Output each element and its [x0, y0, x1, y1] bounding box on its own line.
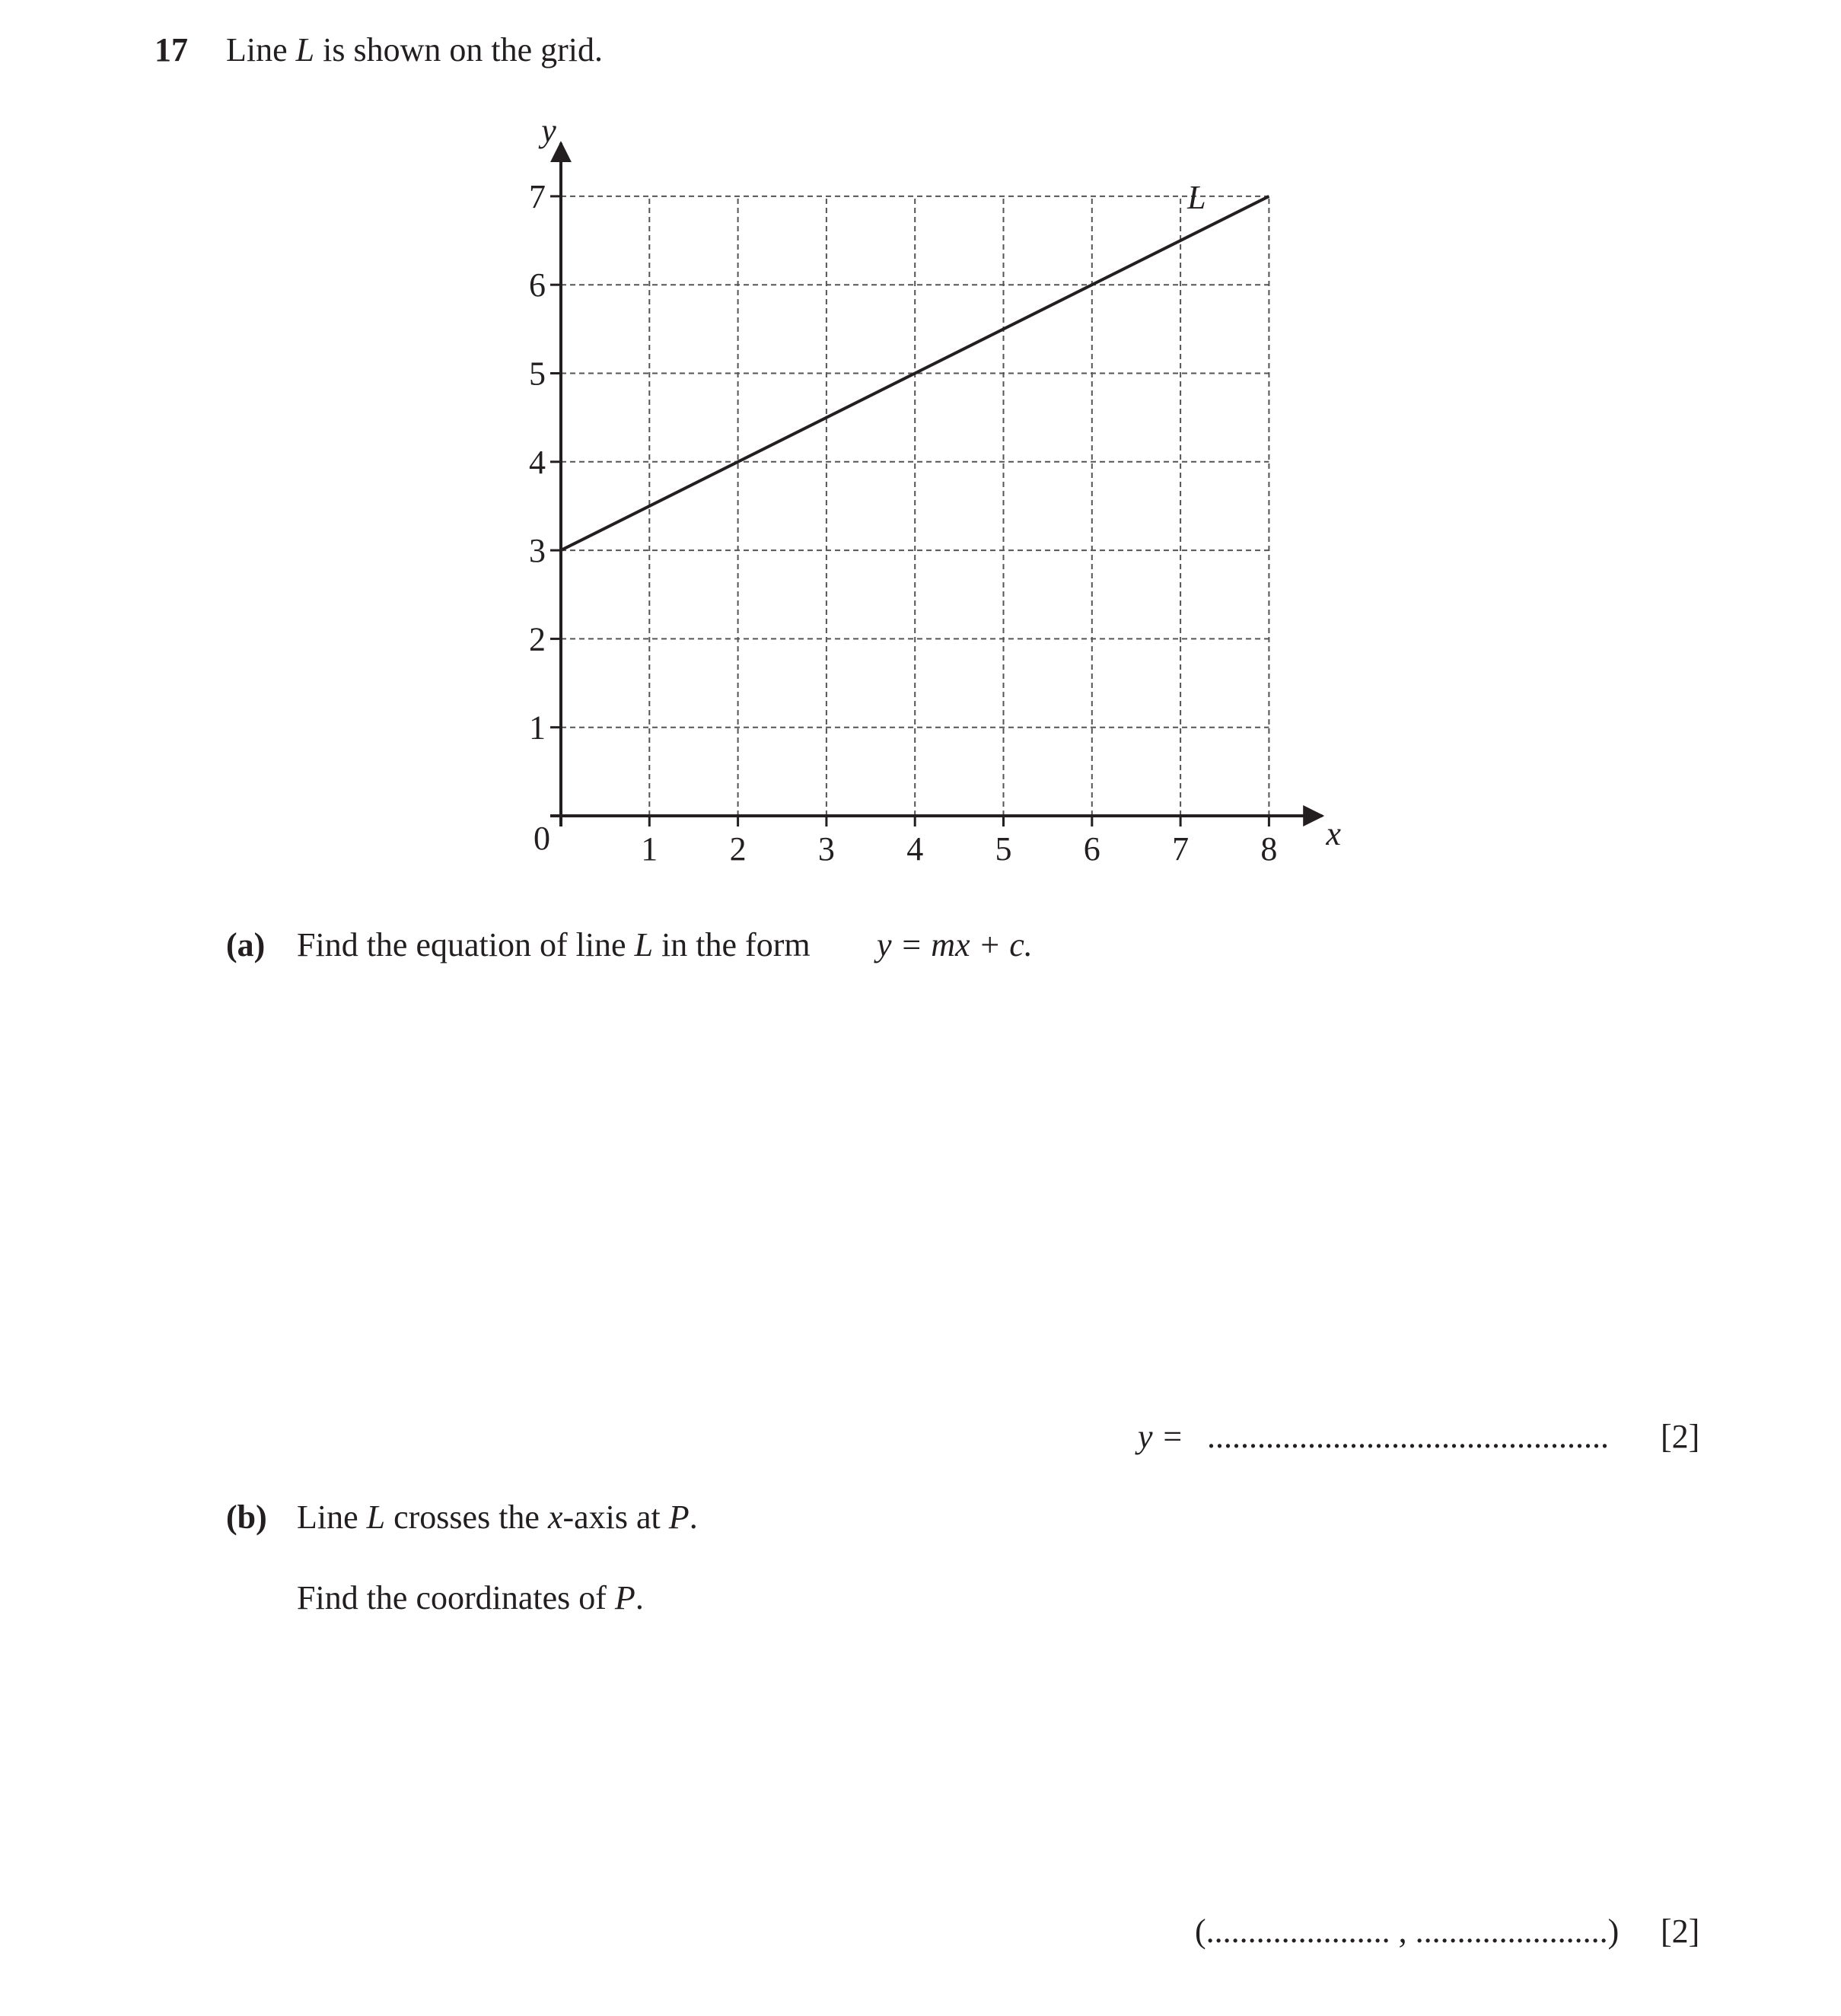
part-a-answer-line[interactable]: ................................................ [1207, 1418, 1609, 1455]
x-tick-label: 3 [817, 830, 835, 868]
part-b-instruction-var-P: P [614, 1579, 635, 1616]
part-b-instruction [297, 1581, 644, 1615]
part-b-text-mid2: -axis at [562, 1498, 669, 1536]
origin-label: 0 [534, 820, 550, 857]
part-b-question [297, 1498, 698, 1536]
line-graph [0, 0, 1841, 883]
part-b-instruction-end: . [635, 1579, 644, 1616]
y-tick-label: 3 [529, 532, 546, 570]
part-a-label: (a) [226, 926, 266, 963]
series-label: L [1187, 178, 1206, 216]
question-number: 17 [154, 31, 188, 68]
x-tick-label: 8 [1260, 830, 1278, 868]
part-b-label: (b) [226, 1498, 267, 1536]
question-stem-text: Line [226, 31, 296, 68]
tick-marks [550, 196, 1269, 826]
part-b-var-L: L [366, 1498, 386, 1536]
part-b-instruction-text: Find the coordinates of [297, 1579, 615, 1616]
part-a-text: Find the equation of line [297, 926, 635, 963]
part-a-marks: [2] [1661, 1418, 1700, 1455]
question-stem-text-end: is shown on the grid. [314, 31, 604, 68]
part-b-text-end: . [689, 1498, 698, 1536]
part-b-var-P: P [668, 1498, 690, 1536]
part-a-formula: y = mx + c. [877, 926, 1033, 963]
y-tick-label: 2 [529, 620, 546, 658]
part-b-answer-line[interactable]: (...................... , .......................) [1195, 1912, 1620, 1950]
x-tick-label: 5 [995, 830, 1012, 868]
x-tick-label: 4 [906, 830, 924, 868]
question-stem-var: L [295, 31, 315, 68]
y-tick-label: 5 [529, 355, 546, 393]
x-tick-label: 1 [641, 830, 658, 868]
y-tick-label: 6 [529, 266, 546, 304]
part-a-answer-prefix: y = [1138, 1418, 1184, 1455]
y-tick-label: 7 [529, 177, 546, 215]
tick-labels [529, 112, 1341, 868]
axes [550, 143, 1322, 826]
x-tick-label: 6 [1083, 830, 1100, 868]
y-axis-label: y [541, 111, 556, 149]
y-tick-label: 1 [529, 709, 546, 747]
x-tick-label: 7 [1172, 830, 1190, 868]
x-tick-label: 2 [729, 830, 747, 868]
part-a-question [297, 928, 811, 962]
y-tick-label: 4 [529, 443, 546, 481]
part-b-marks: [2] [1661, 1912, 1700, 1950]
part-b-var-x: x [547, 1498, 563, 1536]
part-b-text: Line [297, 1498, 367, 1536]
x-axis-label: x [1326, 815, 1341, 852]
part-a-text-end: in the form [653, 926, 811, 963]
grid-lines [561, 196, 1269, 816]
part-b-text-mid: crosses the [385, 1498, 548, 1536]
part-a-var: L [634, 926, 654, 963]
